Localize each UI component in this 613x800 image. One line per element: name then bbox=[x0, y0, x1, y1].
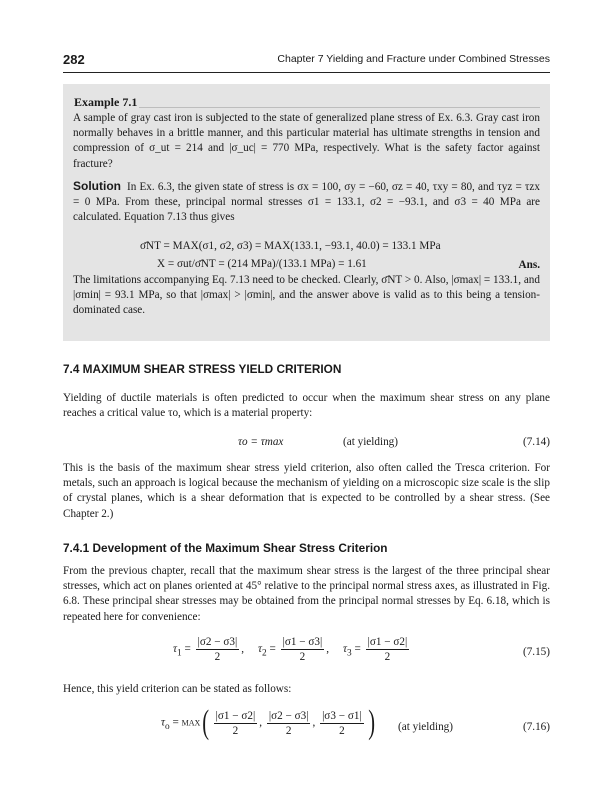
eq-7-16-condition: (at yielding) bbox=[398, 721, 453, 733]
eq-7-15-number: (7.15) bbox=[522, 646, 550, 658]
eq-7-16-numerator-1: |σ1 − σ2| bbox=[215, 709, 256, 722]
example-closing-text: The limitations accompanying Eq. 7.13 need to be checked. Clearly, σ̄NT > 0. Also, |σmax| = 133.1, and |σmin| = 93.1 MPa, so that |σmax| > |σmin|, and the answer above is valid as to this being a tension-dominated case. bbox=[73, 274, 540, 317]
eq-7-14-expression: τo = τmax bbox=[238, 436, 284, 448]
eq-7-16-numerator-3: |σ3 − σ1| bbox=[322, 709, 362, 722]
eq-7-16-denominator-1: 2 bbox=[232, 724, 239, 737]
tau3-expression: $\tau_3$ = $\frac{|\sigma 1 - \sigma 2|}{2}$ bbox=[343, 636, 408, 663]
eq-7-16-numerator-2: |σ2 − σ3| bbox=[268, 709, 309, 722]
solution-text: In Ex. 6.3, the given state of stress is σx = 100, σy = −60, σz = 40, τxy = 80, and τyz = τzx = 0 MPa. From these, principal normal stresses σ1 = 133.1, σ2 = −93.1, and σ3 = 40 MPa are calculated. Equation 7.13 thus gives bbox=[73, 181, 540, 224]
tau2-expression: $\tau_2$ = $\frac{|\sigma 1 - \sigma 3|}{2}$ , bbox=[258, 636, 330, 663]
running-header bbox=[63, 52, 550, 72]
eq-7-16-denominator-3: 2 bbox=[339, 724, 345, 737]
equation-sigma-nt: σ̄NT = MAX(σ1, σ2, σ3) = MAX(133.1, −93.1, 40.0) = 133.1 MPa bbox=[140, 240, 441, 252]
tau2-numerator: |σ1 − σ3| bbox=[282, 636, 323, 648]
tau2-denominator: 2 bbox=[299, 651, 306, 663]
example-problem-text: A sample of gray cast iron is subjected to the state of generalized plane stress of Ex. 6.3. Gray cast iron normally behaves in a brittle manner, and this particular material has ultimate strengths in tension and compression of σ_ut = 214 and |σ_uc| = 770 MPa, respectively. What is the safety factor against fracture? bbox=[73, 112, 540, 170]
example-title: Example 7.1 bbox=[74, 95, 138, 109]
tau3-numerator: |σ1 − σ2| bbox=[367, 636, 408, 648]
chapter-title: Chapter 7 Yielding and Fracture under Combined Stresses bbox=[277, 53, 550, 65]
tau1-denominator: 2 bbox=[214, 651, 221, 663]
section-7-4-1-paragraph-1: From the previous chapter, recall that the maximum shear stress is the largest of the three principal shear stresses, which act on planes oriented at 45° relative to the principal normal stress axes, as illustrated in Fig. 6.8. These principal shear stresses may be obtained from the principal normal stresses by Eq. 6.18, which is repeated here for convenience: bbox=[63, 565, 550, 623]
header-rule bbox=[63, 72, 550, 73]
tau1-numerator: |σ2 − σ3| bbox=[197, 636, 238, 648]
section-7-4-paragraph-1: Yielding of ductile materials is often predicted to occur when the maximum shear stress on any plane reaches a critical value τo, which is a material property: bbox=[63, 392, 550, 420]
section-heading-7-4: 7.4 MAXIMUM SHEAR STRESS YIELD CRITERION bbox=[63, 362, 342, 376]
equation-7-16 bbox=[63, 704, 550, 748]
example-solution-paragraph bbox=[73, 179, 540, 226]
answer-label: Ans. bbox=[518, 259, 540, 271]
eq-7-16-expression: $\tau_o = \max$( $\frac{|\sigma 1 - \sigma 2|}{2}$ , $\frac{|\sigma 2 - \sigma 3|}{2}$ , $\frac{|\sigma 3 - \sigma 1|}{2}$ ) bbox=[161, 704, 375, 741]
eq-7-14-number: (7.14) bbox=[522, 436, 550, 448]
section-heading-7-4-1: 7.4.1 Development of the Maximum Shear Stress Criterion bbox=[63, 541, 388, 555]
equation-7-15 bbox=[63, 636, 550, 670]
tau3-denominator: 2 bbox=[384, 651, 391, 663]
section-7-4-1-paragraph-2: Hence, this yield criterion can be stated as follows: bbox=[63, 683, 292, 695]
eq-7-16-number: (7.16) bbox=[522, 721, 550, 733]
solution-label: Solution bbox=[73, 179, 121, 193]
example-box bbox=[63, 84, 550, 341]
page-number: 282 bbox=[63, 52, 85, 67]
eq-7-14-condition: (at yielding) bbox=[343, 436, 398, 448]
tau1-expression: $\tau_1$ = $\frac{|\sigma 2 - \sigma 3|}{2}$ , bbox=[173, 636, 245, 663]
example-title-rule bbox=[139, 107, 540, 108]
section-7-4-paragraph-2: This is the basis of the maximum shear stress yield criterion, also often called the Tresca criterion. For metals, such an approach is logical because the mechanism of yielding on a microscopic size scale is the slip of crystal planes, which is a shear deformation that is expected to be controlled by a shear stress. (See Chapter 2.) bbox=[63, 462, 550, 520]
equation-safety-factor: X = σut/σ̄NT = (214 MPa)/(133.1 MPa) = 1.61 bbox=[157, 258, 367, 270]
eq-7-16-denominator-2: 2 bbox=[285, 724, 292, 737]
